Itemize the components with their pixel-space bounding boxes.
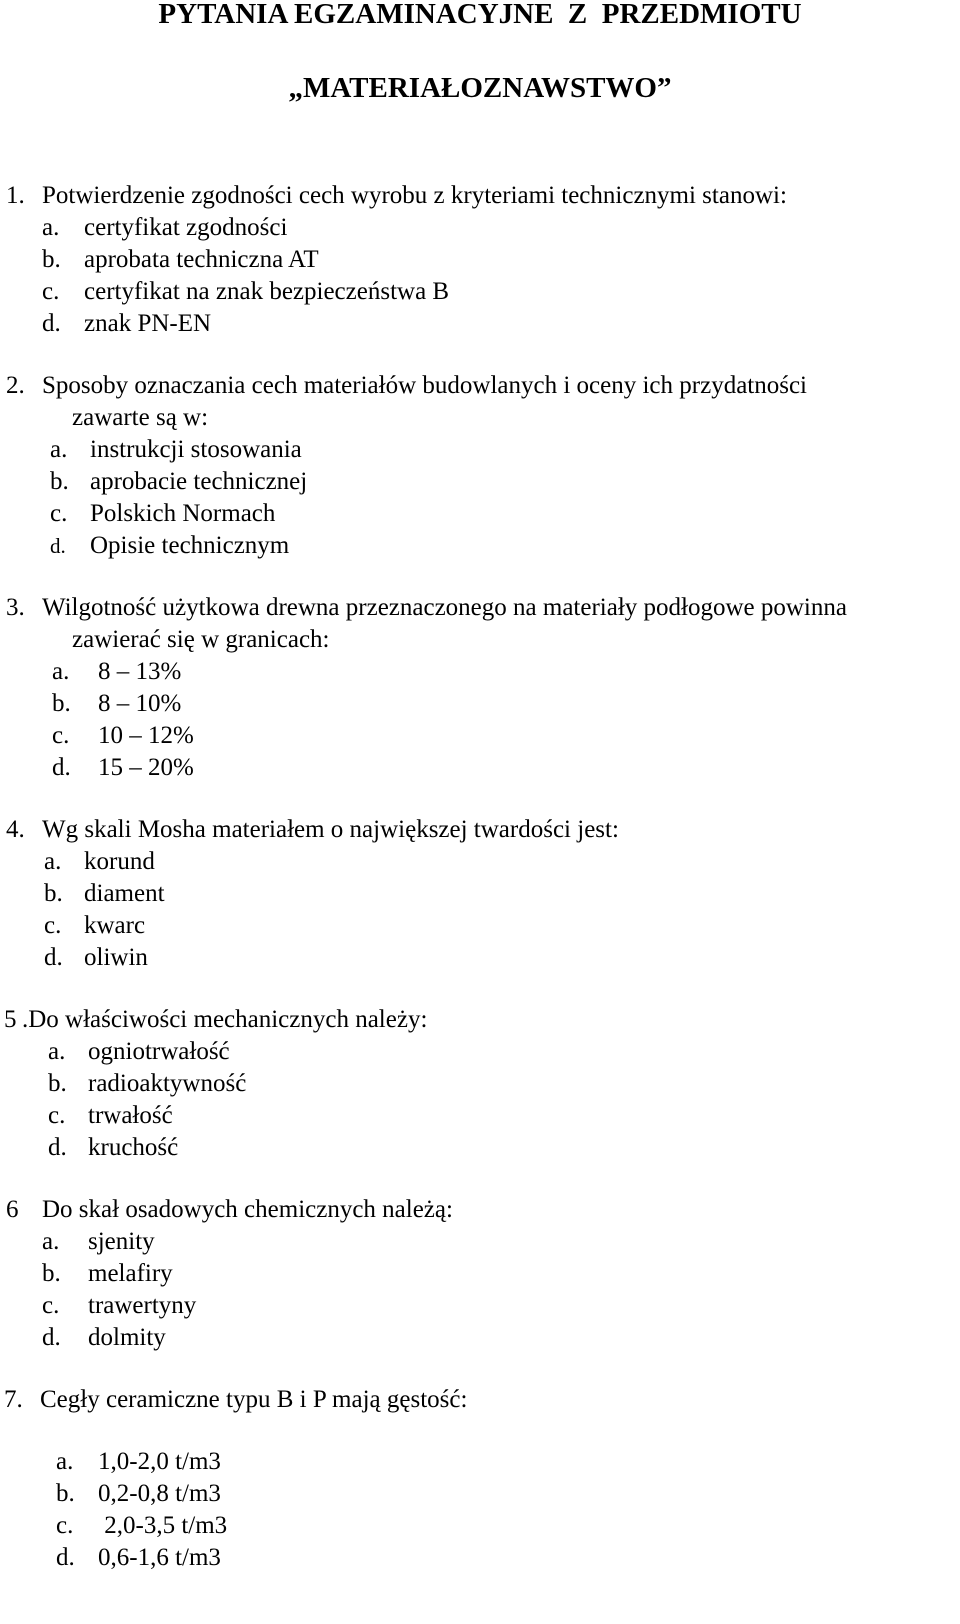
answer-letter: a.	[56, 1448, 74, 1475]
answer-text: certyfikat na znak bezpieczeństwa B	[84, 278, 450, 305]
answer-text: 0,2-0,8 t/m3	[98, 1480, 221, 1507]
answer-text: 10 – 12%	[98, 722, 194, 749]
answer-letter: a.	[42, 1228, 60, 1255]
answer-letter: d.	[48, 1134, 67, 1161]
answer-text: aprobata techniczna AT	[84, 246, 319, 273]
question-text: Wilgotność użytkowa drewna przeznaczonego na materiały podłogowe powinna	[42, 594, 847, 621]
answer-letter: b.	[56, 1480, 75, 1507]
answer-text: korund	[84, 848, 155, 875]
question-number: 4.	[6, 816, 25, 843]
answer-letter: b.	[42, 1260, 61, 1287]
answer-letter: d.	[50, 534, 66, 558]
answer-letter: c.	[42, 1292, 60, 1319]
question-text: Cegły ceramiczne typu B i P mają gęstość:	[40, 1386, 468, 1413]
answer-text: diament	[84, 880, 165, 907]
answer-letter: c.	[42, 278, 60, 305]
question-number: 3.	[6, 594, 25, 621]
question-text: Wg skali Mosha materiałem o największej twardości jest:	[42, 816, 619, 843]
answer-text: 8 – 13%	[98, 658, 182, 685]
answer-letter: d.	[56, 1544, 75, 1571]
answer-letter: c.	[44, 912, 62, 939]
answer-letter: a.	[48, 1038, 66, 1065]
answer-letter: b.	[50, 468, 69, 495]
question-number: 6	[6, 1196, 19, 1223]
answer-text: Polskich Normach	[90, 500, 276, 527]
answer-letter: c.	[50, 500, 68, 527]
answer-text: instrukcji stosowania	[90, 436, 302, 463]
answer-letter: c.	[48, 1102, 66, 1129]
question-number: 7.	[4, 1386, 23, 1413]
answer-letter: a.	[50, 436, 68, 463]
answer-text: aprobacie technicznej	[90, 468, 308, 495]
answer-text: ogniotrwałość	[88, 1038, 230, 1065]
question-text: Potwierdzenie zgodności cech wyrobu z kryteriami technicznymi stanowi:	[42, 182, 787, 209]
answer-letter: c.	[52, 722, 70, 749]
document-subject: „MATERIAŁOZNAWSTWO”	[288, 72, 672, 104]
answer-letter: a.	[42, 214, 60, 241]
answer-text: 15 – 20%	[98, 754, 194, 781]
answer-text: znak PN-EN	[84, 310, 212, 337]
answer-letter: a.	[44, 848, 62, 875]
answer-text: Opisie technicznym	[90, 532, 290, 559]
answer-letter: d.	[52, 754, 71, 781]
answer-letter: b.	[42, 246, 61, 273]
answer-text: certyfikat zgodności	[84, 214, 288, 241]
question-text: .Do właściwości mechanicznych należy:	[22, 1006, 428, 1033]
answer-letter: d.	[44, 944, 63, 971]
answer-letter: c.	[56, 1512, 74, 1539]
question-number: 2.	[6, 372, 25, 399]
answer-text: melafiry	[88, 1260, 173, 1287]
answer-text: 0,6-1,6 t/m3	[98, 1544, 221, 1571]
answer-text: oliwin	[84, 944, 148, 971]
question-number: 1.	[6, 182, 25, 209]
answer-letter: d.	[42, 1324, 61, 1351]
answer-text: sjenity	[88, 1228, 155, 1255]
answer-text: 8 – 10%	[98, 690, 182, 717]
answer-text: trawertyny	[88, 1292, 197, 1319]
question-text-continued: zawarte są w:	[72, 404, 209, 431]
answer-text: kwarc	[84, 912, 146, 939]
answer-text: dolmity	[88, 1324, 166, 1351]
answer-text: 2,0-3,5 t/m3	[98, 1512, 228, 1539]
question-text-continued: zawierać się w granicach:	[72, 626, 330, 653]
answer-letter: b.	[44, 880, 63, 907]
question-text: Do skał osadowych chemicznych należą:	[42, 1196, 453, 1223]
document-title: PYTANIA EGZAMINACYJNE Z PRZEDMIOTU	[158, 0, 802, 30]
answer-letter: a.	[52, 658, 70, 685]
answer-text: 1,0-2,0 t/m3	[98, 1448, 221, 1475]
answer-text: trwałość	[88, 1102, 173, 1129]
question-text: Sposoby oznaczania cech materiałów budowlanych i oceny ich przydatności	[42, 372, 808, 399]
answer-text: radioaktywność	[88, 1070, 247, 1097]
answer-text: kruchość	[88, 1134, 179, 1161]
answer-letter: d.	[42, 310, 61, 337]
answer-letter: b.	[48, 1070, 67, 1097]
question-number: 5	[4, 1006, 17, 1033]
answer-letter: b.	[52, 690, 71, 717]
